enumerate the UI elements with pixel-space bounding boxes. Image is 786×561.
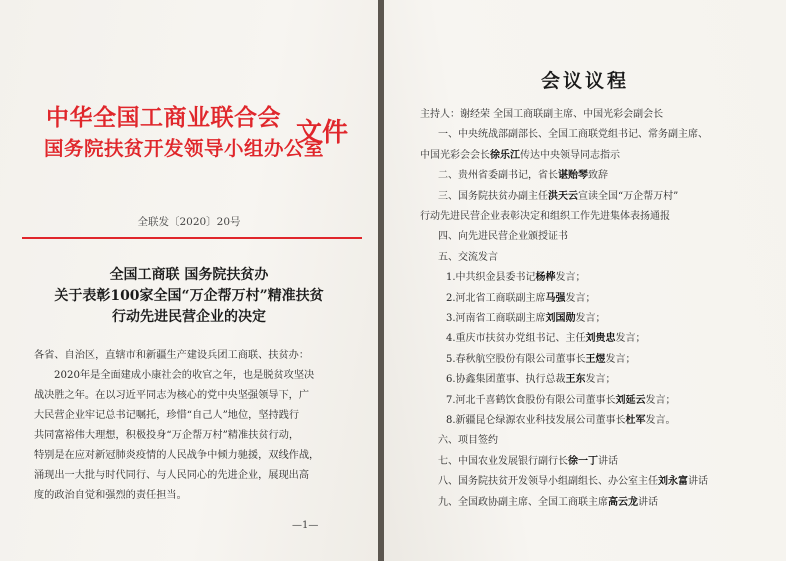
- body-line: 涌现出一大批与时代同行、与人民同心的先进企业，展现出高: [34, 470, 310, 481]
- agenda-item-text: 四、向先进民营企业颁授证书: [438, 231, 568, 243]
- agenda-item: [446, 332, 646, 346]
- agenda-item: [438, 475, 708, 489]
- agenda-item: [446, 414, 676, 428]
- file-label: 文件: [296, 118, 349, 148]
- agenda-item: [438, 230, 568, 244]
- agenda-item-text: 发言。: [645, 415, 676, 426]
- agenda-item: [438, 496, 658, 510]
- speaker-name: 谌贻琴: [558, 170, 588, 182]
- speaker-name: 刘贵忠: [585, 333, 616, 345]
- agenda-item-text: 六、项目签约: [438, 435, 498, 447]
- agenda-item-text: 讲话: [688, 476, 708, 488]
- speaker-name: 高云龙: [608, 496, 638, 508]
- agenda-item-text: 7.河北千喜鹤饮食股份有限公司董事长: [446, 394, 616, 406]
- agenda-item-text: 讲话: [638, 496, 658, 508]
- agenda-item-text: 九、全国政协副主席、全国工商联主席: [438, 496, 608, 508]
- agenda-item: [438, 434, 498, 448]
- body-line: 度的政治自觉和强烈的责任担当。: [34, 490, 187, 501]
- agenda-item-text: 8.新疆昆仑绿源农业科技发展公司董事长: [446, 415, 626, 426]
- speaker-name: 刘国勋: [545, 313, 576, 324]
- agenda-item-text: 三、国务院扶贫办副主任: [438, 190, 548, 202]
- document-number: 全联发〔2020〕20号: [137, 216, 241, 228]
- page-number: —1—: [292, 520, 319, 531]
- agenda-item-text: 一、中央统战部副部长、全国工商联党组书记、常务副主席、: [438, 129, 708, 141]
- body-line: 战决胜之年。在以习近平同志为核心的党中央坚强领导下，广: [34, 390, 310, 401]
- agenda-item-text: 五、交流发言: [438, 251, 498, 263]
- speaker-name: 刘永富: [658, 476, 688, 488]
- agenda-item-text: 发言；: [575, 313, 606, 324]
- agenda-item-text: 七、中国农业发展银行副行长: [438, 455, 568, 467]
- speaker-name: 王东: [565, 374, 586, 386]
- speaker-name: 洪天云: [548, 190, 578, 202]
- body-line: 特别是在应对新冠肺炎疫情的人民战争中倾力驰援，双线作战，: [34, 450, 320, 461]
- body-line: 大民营企业牢记总书记嘱托，珍惜“自己人”地位，坚持践行: [34, 410, 300, 421]
- agenda-item: [438, 455, 618, 469]
- agenda-item: [420, 210, 670, 224]
- agenda-item-text: 1.中共织金县委书记: [446, 272, 536, 284]
- agenda-item-text: 致辞: [588, 170, 608, 182]
- agenda-item-text: 传达中央领导同志指示: [520, 149, 620, 161]
- agenda-item: [446, 312, 606, 326]
- speaker-name: 杜军: [625, 415, 646, 426]
- agenda-item-text: 6.协鑫集团董事、执行总裁: [446, 374, 566, 386]
- body-line: 各省、自治区，直辖市和新疆生产建设兵团工商联、扶贫办：: [34, 350, 310, 361]
- issuing-org-line2: 国务院扶贫开发领导小组办公室: [44, 137, 325, 160]
- agenda-item-text: 3.河南省工商联副主席: [446, 313, 546, 324]
- agenda-title: 会议议程: [540, 70, 629, 92]
- agenda-item-text: 八、国务院扶贫开发领导小组副组长、办公室主任: [438, 476, 658, 488]
- document-title-line: 行动先进民营企业的决定: [112, 309, 266, 325]
- agenda-item: [446, 353, 636, 367]
- document-title-line: 全国工商联 国务院扶贫办: [109, 267, 269, 283]
- agenda-item-text: 行动先进民营企业表彰决定和组织工作先进集体表扬通报: [420, 211, 670, 222]
- agenda-item: [420, 108, 663, 122]
- document-title-line: 关于表彰100家全国“万企帮万村”精准扶贫: [54, 288, 324, 304]
- agenda-item: [438, 128, 708, 142]
- speaker-name: 王煜: [585, 353, 606, 365]
- speaker-name: 徐乐江: [490, 149, 520, 161]
- agenda-item-text: 二、贵州省委副书记，省长: [438, 170, 558, 182]
- agenda-item-text: 讲话: [598, 455, 618, 467]
- agenda-item: [438, 190, 678, 204]
- right-agenda-page: [384, 0, 786, 561]
- body-line: 共同富裕伟大理想，积极投身“万企帮万村”精准扶贫行动，: [34, 430, 300, 441]
- body-line: 2020年是全面建成小康社会的收官之年，也是脱贫攻坚决: [54, 370, 315, 381]
- red-divider: [22, 237, 362, 239]
- agenda-item-text: 发言；: [615, 333, 646, 345]
- agenda-item-text: 4.重庆市扶贫办党组书记、主任: [446, 333, 586, 345]
- speaker-name: 马强: [545, 292, 566, 304]
- agenda-item: [446, 394, 676, 408]
- agenda-item: [446, 373, 616, 387]
- agenda-item-text: 5.春秋航空股份有限公司董事长: [446, 353, 586, 365]
- agenda-item-text: 主持人：谢经荣 全国工商联副主席、中国光彩会副会长: [420, 109, 664, 120]
- agenda-item-text: 宣读全国“万企帮万村”: [578, 190, 679, 202]
- agenda-item-text: 发言；: [555, 272, 586, 284]
- agenda-item-text: 发言；: [605, 353, 636, 365]
- left-document-page: [0, 0, 378, 561]
- speaker-name: 徐一丁: [568, 455, 598, 467]
- agenda-item-text: 发言；: [645, 394, 676, 406]
- agenda-item: [420, 149, 620, 163]
- agenda-item: [446, 271, 586, 285]
- speaker-name: 杨桦: [535, 272, 556, 284]
- speaker-name: 刘延云: [615, 394, 646, 406]
- agenda-item: [446, 292, 596, 306]
- agenda-item-text: 发言；: [585, 374, 616, 386]
- agenda-item: [438, 169, 608, 183]
- issuing-org-line1: 中华全国工商业联合会: [46, 104, 281, 131]
- agenda-item: [438, 251, 498, 265]
- agenda-item-text: 发言；: [565, 292, 596, 304]
- agenda-item-text: 2.河北省工商联副主席: [446, 292, 546, 304]
- agenda-item-text: 中国光彩会会长: [420, 149, 490, 161]
